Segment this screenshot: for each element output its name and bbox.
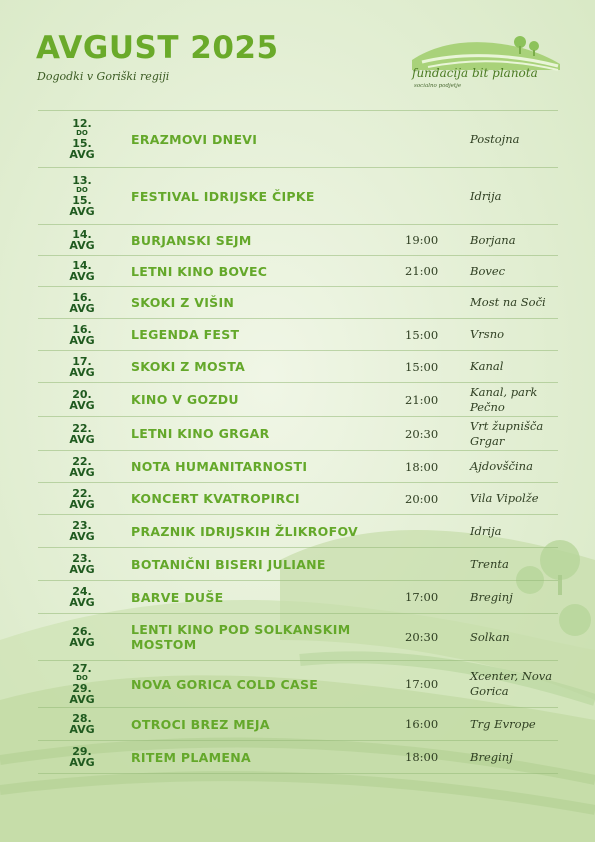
event-date-line: 13. bbox=[72, 174, 92, 187]
event-time: 20:30 bbox=[405, 426, 439, 441]
event-date-line: 27. bbox=[72, 662, 92, 675]
event-date-line: 14. bbox=[72, 259, 92, 272]
event-name: ERAZMOVI DNEVI bbox=[131, 131, 258, 147]
event-date-line: AVG bbox=[69, 497, 95, 511]
event-date-line: AVG bbox=[69, 465, 95, 479]
event-date-line: AVG bbox=[69, 756, 95, 769]
event-date-line: DO bbox=[76, 674, 88, 682]
event-name: OTROCI BREZ MEJA bbox=[131, 716, 270, 732]
event-row bbox=[38, 287, 558, 319]
events-list bbox=[38, 110, 558, 774]
event-date bbox=[38, 456, 126, 478]
event-name: BURJANSKI SEJM bbox=[131, 232, 252, 248]
event-date bbox=[38, 663, 126, 705]
event-time: 17:00 bbox=[405, 677, 439, 691]
event-row bbox=[38, 256, 558, 287]
event-date-line: 28. bbox=[72, 712, 92, 725]
event-date-line: AVG bbox=[69, 693, 95, 706]
event-place: Vrsno bbox=[470, 327, 505, 341]
event-date-line: 23. bbox=[72, 519, 92, 532]
event-date-line: AVG bbox=[69, 239, 95, 252]
event-place: Bovec bbox=[470, 263, 506, 278]
event-date-line: 22. bbox=[72, 421, 92, 435]
event-name: LETNI KINO GRGAR bbox=[131, 426, 270, 441]
event-row bbox=[38, 351, 558, 383]
event-date-line: DO bbox=[76, 129, 88, 137]
event-date-line: 26. bbox=[72, 625, 92, 638]
event-date-line: AVG bbox=[69, 530, 95, 543]
event-place: Xcenter, Nova Gorica bbox=[470, 669, 553, 698]
event-place: Vrt župnišča Grgar bbox=[470, 418, 544, 448]
event-date bbox=[38, 356, 126, 378]
event-place: Most na Soči bbox=[470, 295, 546, 309]
event-date-line: DO bbox=[76, 186, 88, 194]
event-place: Trg Evrope bbox=[470, 716, 536, 731]
event-time: 20:00 bbox=[405, 491, 439, 506]
event-date-line: 24. bbox=[72, 585, 92, 598]
event-date-line: AVG bbox=[69, 636, 95, 649]
logo-tagline: socialno podjetje bbox=[414, 83, 462, 89]
event-row bbox=[38, 515, 558, 548]
event-row bbox=[38, 111, 558, 168]
event-time: 19:00 bbox=[405, 233, 439, 247]
event-time: 17:00 bbox=[405, 590, 439, 604]
event-date-line: 29. bbox=[72, 745, 92, 758]
event-date-line: 22. bbox=[72, 454, 92, 468]
event-date bbox=[38, 520, 126, 542]
event-name: RITEM PLAMENA bbox=[131, 749, 251, 765]
event-date bbox=[38, 713, 126, 735]
event-date bbox=[38, 175, 126, 217]
event-date bbox=[38, 586, 126, 608]
page-title: AVGUST 2025 bbox=[36, 30, 279, 66]
event-time: 21:00 bbox=[405, 264, 439, 278]
event-date-line: AVG bbox=[69, 270, 95, 283]
event-time: 15:00 bbox=[405, 359, 439, 374]
event-date-line: AVG bbox=[69, 596, 95, 609]
event-place: Kanal, park Pečno bbox=[470, 384, 538, 414]
event-date bbox=[38, 389, 126, 411]
event-place: Idrija bbox=[470, 188, 502, 203]
event-date-line: AVG bbox=[69, 205, 95, 218]
event-row bbox=[38, 319, 558, 351]
event-name: LETNI KINO BOVEC bbox=[131, 263, 268, 279]
event-row bbox=[38, 548, 558, 581]
event-name: NOVA GORICA COLD CASE bbox=[131, 676, 319, 692]
event-name: SKOKI Z MOSTA bbox=[131, 359, 246, 374]
event-date-line: AVG bbox=[69, 333, 95, 347]
event-time: 16:00 bbox=[405, 717, 439, 731]
event-date bbox=[38, 746, 126, 768]
event-date bbox=[38, 292, 126, 314]
event-date-line: AVG bbox=[69, 398, 95, 412]
event-row bbox=[38, 741, 558, 774]
event-date-line: 12. bbox=[72, 117, 92, 130]
event-name: FESTIVAL IDRIJSKE ČIPKE bbox=[131, 188, 315, 204]
event-date-line: 16. bbox=[72, 322, 92, 336]
event-name: PRAZNIK IDRIJSKIH ŽLIKROFOV bbox=[131, 523, 359, 539]
event-row bbox=[38, 581, 558, 614]
event-date-line: AVG bbox=[69, 148, 95, 161]
event-name: SKOKI Z VIŠIN bbox=[131, 295, 235, 310]
event-date bbox=[38, 229, 126, 251]
event-name: LENTI KINO POD SOLKANSKIM MOSTOM bbox=[131, 622, 351, 652]
event-time: 21:00 bbox=[405, 392, 439, 407]
event-place: Breginj bbox=[470, 749, 513, 764]
event-row bbox=[38, 168, 558, 225]
event-date-line: 20. bbox=[72, 387, 92, 401]
event-row bbox=[38, 417, 558, 451]
event-date-line: AVG bbox=[69, 301, 95, 315]
event-place: Vila Vipolže bbox=[470, 491, 539, 505]
event-name: BOTANIČNI BISERI JULIANE bbox=[131, 556, 326, 572]
event-date-line: AVG bbox=[69, 563, 95, 576]
event-place: Ajdovščina bbox=[470, 459, 533, 473]
event-date bbox=[38, 260, 126, 282]
event-place: Trenta bbox=[470, 556, 509, 571]
event-row bbox=[38, 614, 558, 661]
page-subtitle: Dogodki v Goriški regiji bbox=[37, 70, 170, 83]
logo-name: fundacija bit planota bbox=[412, 66, 538, 80]
event-row bbox=[38, 383, 558, 417]
event-time: 15:00 bbox=[405, 327, 439, 342]
event-time: 18:00 bbox=[405, 750, 439, 764]
event-place: Postojna bbox=[470, 131, 520, 146]
event-date-line: 16. bbox=[72, 290, 92, 304]
event-date bbox=[38, 423, 126, 445]
event-row bbox=[38, 708, 558, 741]
event-row bbox=[38, 225, 558, 256]
event-date-line: 15. bbox=[72, 137, 92, 150]
event-place: Borjana bbox=[470, 232, 516, 247]
event-date-line: 23. bbox=[72, 552, 92, 565]
event-date bbox=[38, 324, 126, 346]
event-time: 18:00 bbox=[405, 459, 439, 474]
event-date bbox=[38, 553, 126, 575]
event-date-line: 22. bbox=[72, 486, 92, 500]
event-name: LEGENDA FEST bbox=[131, 327, 240, 342]
event-row bbox=[38, 661, 558, 708]
event-date-line: AVG bbox=[69, 432, 95, 446]
event-place: Breginj bbox=[470, 589, 513, 604]
event-date bbox=[38, 626, 126, 648]
event-date-line: 15. bbox=[72, 194, 92, 207]
event-name: NOTA HUMANITARNOSTI bbox=[131, 459, 308, 474]
event-place: Solkan bbox=[470, 629, 510, 644]
event-name: KONCERT KVATROPIRCI bbox=[131, 491, 300, 506]
event-name: KINO V GOZDU bbox=[131, 392, 239, 407]
event-place: Kanal bbox=[470, 359, 504, 373]
event-date-line: 14. bbox=[72, 228, 92, 241]
foundation-logo bbox=[402, 30, 562, 100]
event-date-line: AVG bbox=[69, 365, 95, 379]
event-row bbox=[38, 483, 558, 515]
event-time: 20:30 bbox=[405, 630, 439, 644]
event-row bbox=[38, 451, 558, 483]
event-name: BARVE DUŠE bbox=[131, 589, 224, 605]
event-place: Idrija bbox=[470, 523, 502, 538]
event-date bbox=[38, 488, 126, 510]
event-date-line: 17. bbox=[72, 354, 92, 368]
event-date bbox=[38, 118, 126, 160]
event-date-line: 29. bbox=[72, 682, 92, 695]
event-date-line: AVG bbox=[69, 723, 95, 736]
